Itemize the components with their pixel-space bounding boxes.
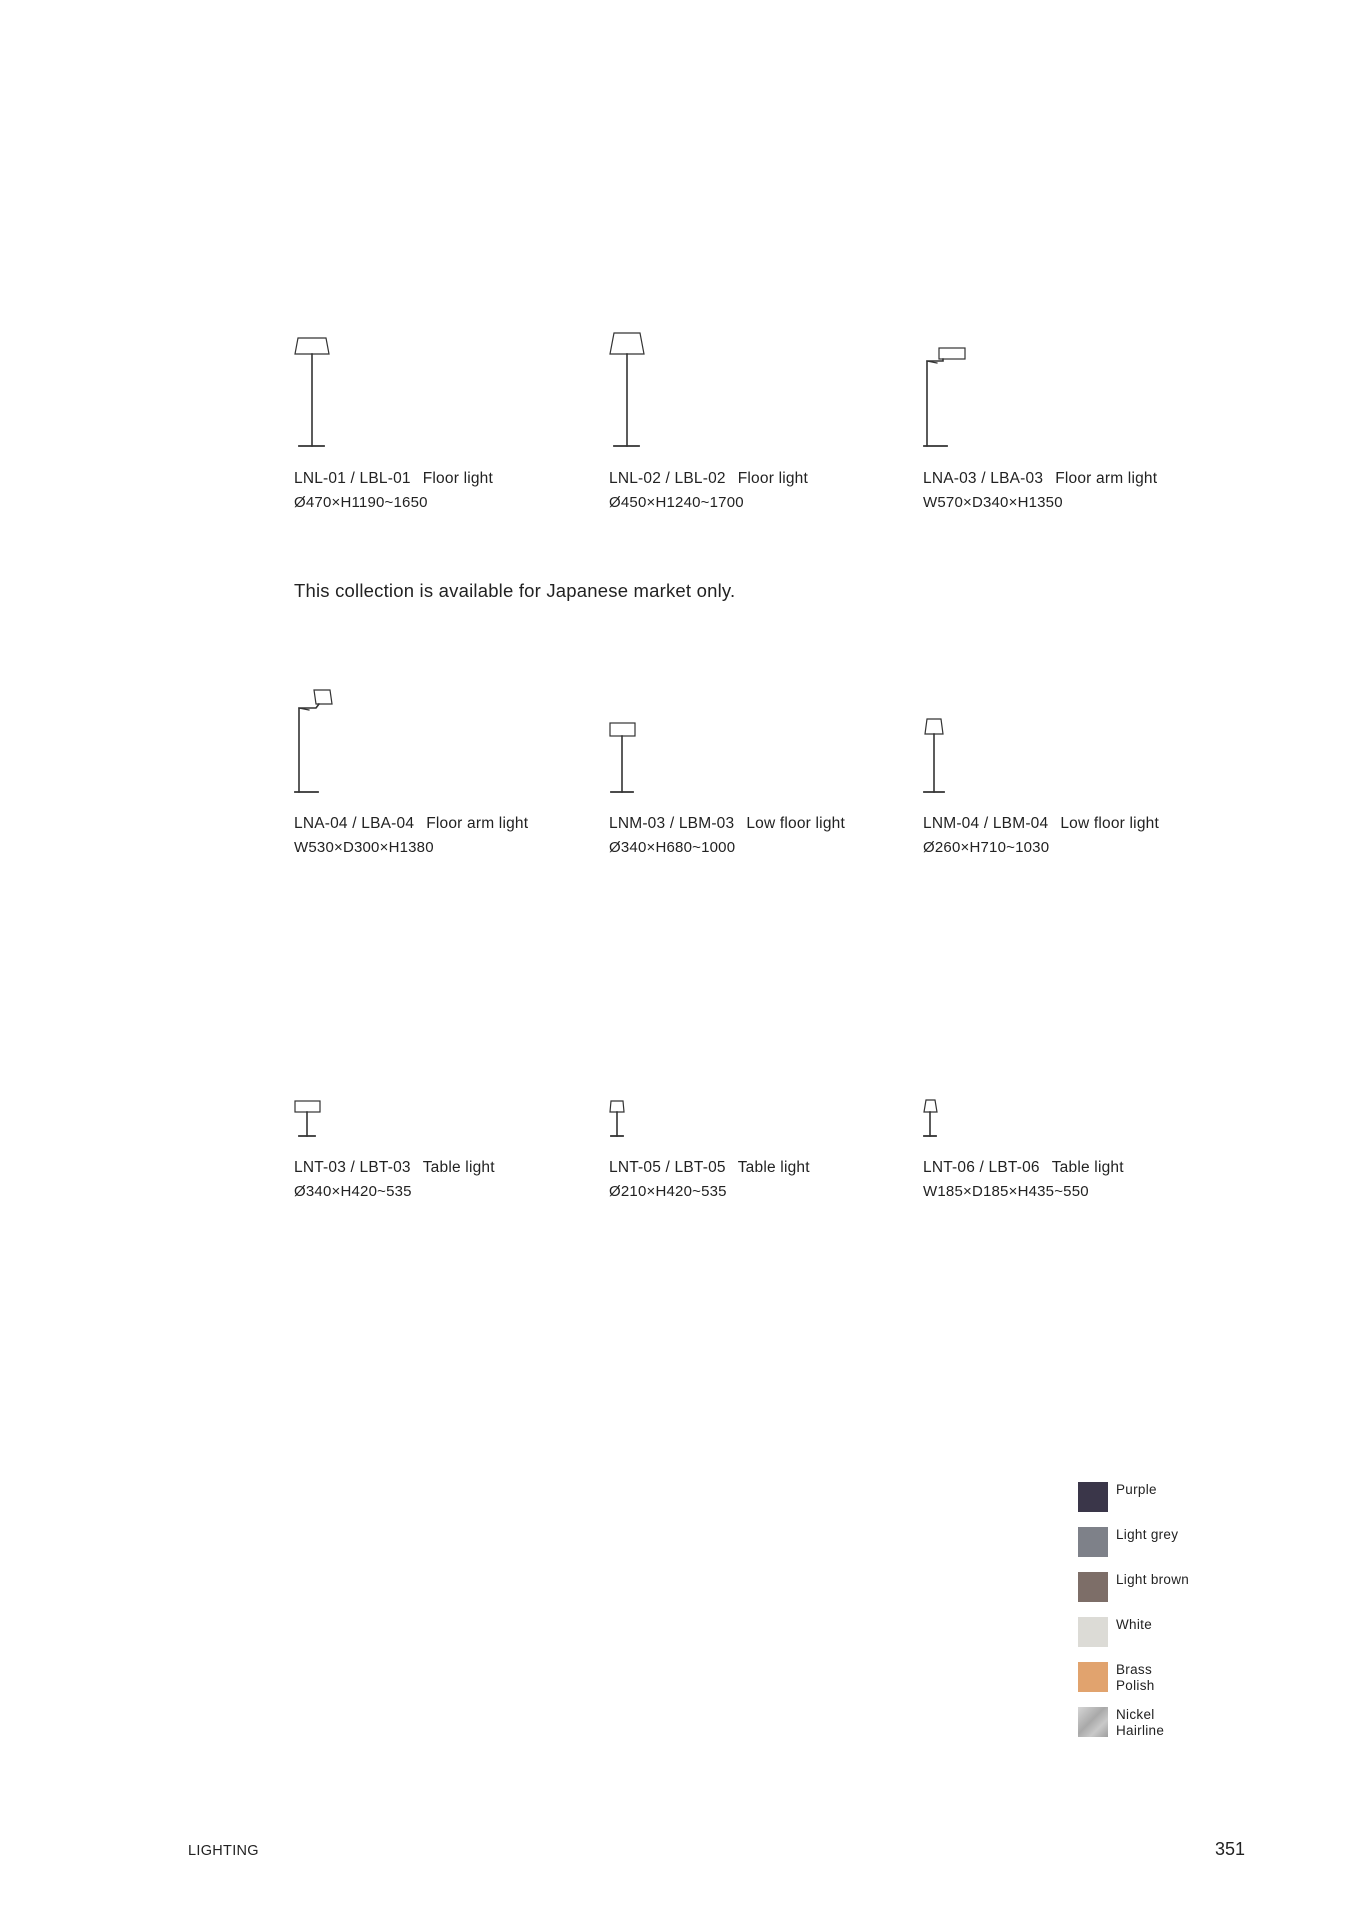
finish-swatch bbox=[1078, 1527, 1108, 1557]
finish-brass-polish bbox=[1078, 1662, 1308, 1696]
product-dimensions: Ø450×H1240~1700 bbox=[609, 494, 744, 511]
product-dimensions: Ø470×H1190~1650 bbox=[294, 494, 428, 511]
table-light-icon bbox=[923, 1018, 983, 1138]
product-caption bbox=[609, 1159, 810, 1177]
finish-swatch bbox=[1078, 1572, 1108, 1602]
finish-swatch bbox=[1078, 1482, 1108, 1512]
product-dimensions: W530×D300×H1380 bbox=[294, 839, 434, 856]
product-code: LNL-01 / LBL-01 bbox=[294, 470, 411, 487]
product-type: Floor light bbox=[737, 470, 809, 487]
product-dimensions: W570×D340×H1350 bbox=[923, 494, 1063, 511]
product-type: Table light bbox=[422, 1159, 495, 1176]
product-code: LNL-02 / LBL-02 bbox=[609, 470, 726, 487]
product-code: LNM-03 / LBM-03 bbox=[609, 815, 735, 832]
product-code: LNA-04 / LBA-04 bbox=[294, 815, 415, 832]
product-code: LNT-05 / LBT-05 bbox=[609, 1159, 726, 1176]
product-type: Floor light bbox=[422, 470, 494, 487]
product-caption bbox=[609, 470, 808, 488]
finish-label: Nickel Hairline bbox=[1116, 1707, 1165, 1738]
finish-white bbox=[1078, 1617, 1308, 1651]
product-code: LNT-03 / LBT-03 bbox=[294, 1159, 411, 1176]
finish-swatch bbox=[1078, 1617, 1108, 1647]
finish-label: Brass Polish bbox=[1116, 1662, 1155, 1693]
product-dimensions: Ø340×H680~1000 bbox=[609, 839, 736, 856]
product-dimensions: Ø260×H710~1030 bbox=[923, 839, 1050, 856]
finish-swatch bbox=[1078, 1707, 1108, 1737]
table-light-icon bbox=[294, 1018, 354, 1138]
product-code: LNA-03 / LBA-03 bbox=[923, 470, 1044, 487]
product-dimensions: Ø210×H420~535 bbox=[609, 1183, 727, 1200]
product-code: LNM-04 / LBM-04 bbox=[923, 815, 1049, 832]
product-caption bbox=[923, 470, 1157, 488]
section-footer: LIGHTING bbox=[188, 1843, 259, 1859]
finish-light-brown bbox=[1078, 1572, 1308, 1606]
product-caption bbox=[294, 815, 528, 833]
product-code: LNT-06 / LBT-06 bbox=[923, 1159, 1040, 1176]
product-type: Table light bbox=[1051, 1159, 1124, 1176]
floor-arm-light-icon bbox=[294, 674, 354, 794]
low-floor-light-icon bbox=[609, 674, 669, 794]
product-caption bbox=[609, 815, 845, 833]
finish-label: Light brown bbox=[1116, 1572, 1190, 1587]
product-caption bbox=[294, 470, 493, 488]
product-type: Low floor light bbox=[1060, 815, 1159, 832]
floor-light-icon bbox=[294, 330, 354, 450]
product-caption bbox=[923, 1159, 1124, 1177]
market-notice: This collection is available for Japanese market only. bbox=[294, 580, 736, 601]
page-number: 351 bbox=[1214, 1839, 1245, 1859]
product-dimensions: Ø340×H420~535 bbox=[294, 1183, 412, 1200]
product-caption bbox=[294, 1159, 495, 1177]
low-floor-light-icon bbox=[923, 674, 983, 794]
product-type: Low floor light bbox=[746, 815, 845, 832]
product-caption bbox=[923, 815, 1159, 833]
product-type: Floor arm light bbox=[426, 815, 529, 832]
finish-label: Light grey bbox=[1116, 1527, 1179, 1542]
product-type: Table light bbox=[737, 1159, 810, 1176]
finish-swatch bbox=[1078, 1662, 1108, 1692]
finish-purple bbox=[1078, 1482, 1308, 1516]
product-dimensions: W185×D185×H435~550 bbox=[923, 1183, 1089, 1200]
finish-nickel-hairline bbox=[1078, 1707, 1308, 1741]
product-type: Floor arm light bbox=[1055, 470, 1158, 487]
floor-light-icon bbox=[609, 330, 669, 450]
table-light-icon bbox=[609, 1018, 669, 1138]
finish-label: White bbox=[1116, 1617, 1153, 1632]
finish-light-grey bbox=[1078, 1527, 1308, 1561]
floor-arm-light-icon bbox=[923, 330, 983, 450]
finish-label: Purple bbox=[1116, 1482, 1157, 1497]
